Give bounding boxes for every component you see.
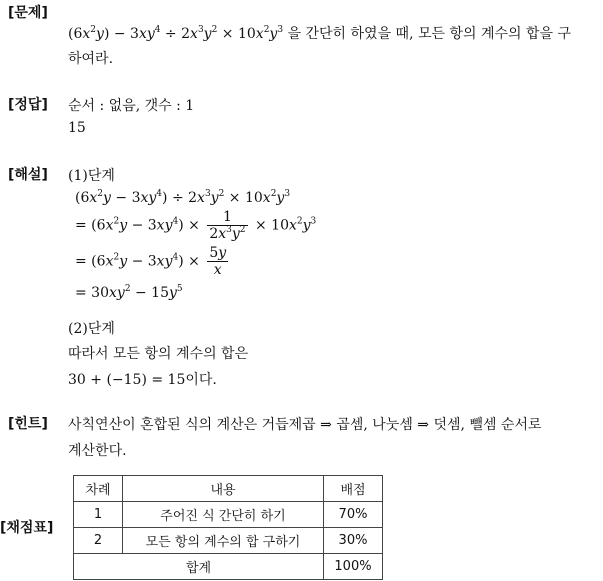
row-points: 30% <box>324 528 383 554</box>
table-row <box>74 528 383 554</box>
problem-label: [문제] <box>8 5 48 21</box>
scoring-table <box>73 475 383 580</box>
row-content: 모든 항의 계수의 합 구하기 <box>123 528 324 554</box>
total-points: 100% <box>324 554 383 580</box>
answer-line-2: 15 <box>68 120 86 136</box>
fraction: $\frac{5y}{x}$ <box>209 245 227 278</box>
header-content: 내용 <box>123 476 324 502</box>
answer-label: [정답] <box>8 97 48 113</box>
table-total-row <box>74 554 383 580</box>
solution-expr-3: = $(6x^2y - 3xy^4)$ × $\frac{5y}{x}$ <box>75 245 227 278</box>
hint-label: [힌트] <box>8 416 48 432</box>
row-content: 주어진 식 간단히 하기 <box>123 502 324 528</box>
solution-step-1: (1)단계 <box>68 168 115 184</box>
table-header-row <box>74 476 383 502</box>
solution-expr-2: = $(6x^2y - 3xy^4)$ × $\frac{1}{2x^3y^2}$ × $10x^2y^3$ <box>75 209 317 242</box>
fraction: $\frac{1}{2x^3y^2}$ <box>209 209 246 242</box>
problem-expression: $(6x^2y) - 3xy^4 \div 2x^3y^2 \times 10x^2y^3$ <box>68 25 284 42</box>
problem-line-2: 하여라. <box>68 51 114 67</box>
problem-line-1 <box>68 23 571 43</box>
row-order: 2 <box>74 528 123 554</box>
solution-expr-1: $(6x^2y - 3xy^4) \div 2x^3y^2 \times 10x^2y^3$ <box>75 189 291 206</box>
final-suffix: 이다. <box>185 372 217 388</box>
header-order: 차례 <box>74 476 123 502</box>
solution-final <box>68 369 217 389</box>
final-expression: 30 + (−15) = 15 <box>68 372 186 388</box>
row-points: 70% <box>324 502 383 528</box>
table-row <box>74 502 383 528</box>
problem-text: 을 간단히 하였을 때, 모든 항의 계수의 합을 구 <box>287 26 572 42</box>
total-label: 합계 <box>74 554 324 580</box>
answer-line-1: 순서 : 없음, 갯수 : 1 <box>68 98 195 114</box>
hint-line-2: 계산한다. <box>68 443 127 459</box>
solution-step-2: (2)단계 <box>68 321 115 337</box>
solution-expr-4: = $30xy^2 - 15y^5$ <box>75 284 183 301</box>
row-order: 1 <box>74 502 123 528</box>
header-points: 배점 <box>324 476 383 502</box>
solution-conclusion: 따라서 모든 항의 계수의 합은 <box>68 346 249 362</box>
solution-label: [해설] <box>8 167 48 183</box>
scoring-label: [채점표] <box>0 520 54 536</box>
hint-line-1: 사칙연산이 혼합된 식의 계산은 거듭제곱 ⇒ 곱셈, 나눗셈 ⇒ 덧셈, 뺄셈 순서로 <box>68 417 542 433</box>
